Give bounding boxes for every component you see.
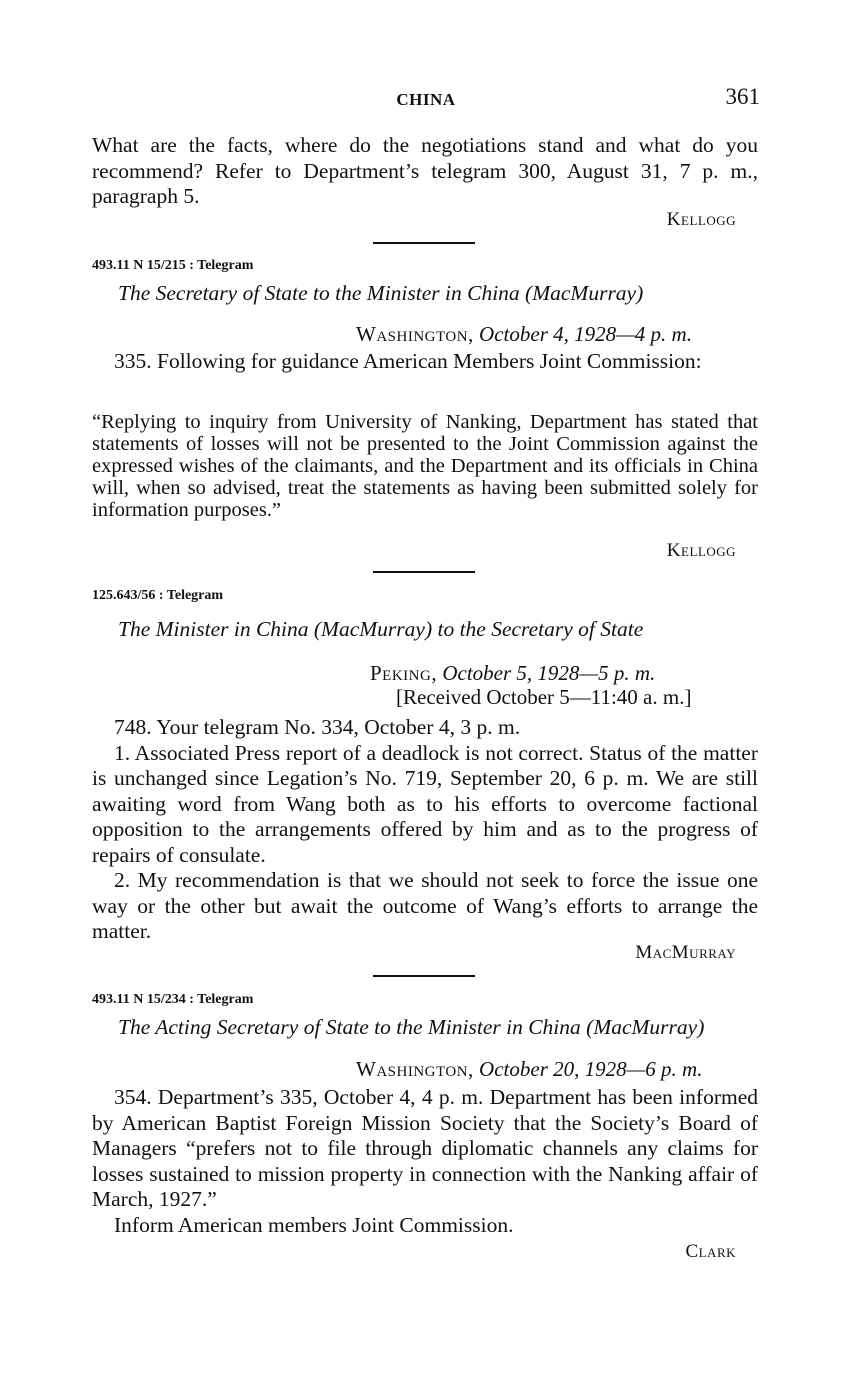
page-number: 361: [725, 84, 760, 109]
dateline-place: Washington,: [356, 322, 474, 346]
section-divider: [373, 975, 475, 977]
signature-kellogg-2: Kellogg: [666, 540, 736, 561]
section-divider: [373, 242, 475, 244]
document-title: The Secretary of State to the Minister in China (MacMurray): [118, 281, 644, 305]
document-title: The Acting Secretary of State to the Minister in China (MacMurray): [118, 1015, 705, 1039]
telegram-body: [92, 349, 758, 375]
continuation-text: What are the facts, where do the negotiations stand and what do you recommend? Refer to Department’s telegram 300, August 31, 7 p. m., paragraph 5.: [92, 133, 758, 208]
dateline: [370, 661, 655, 686]
telegram-paragraph: Inform American members Joint Commission.: [114, 1212, 514, 1237]
dateline: [356, 1057, 702, 1082]
dateline-date: October 5, 1928—5 p. m.: [442, 661, 656, 685]
signature-kellogg-1: Kellogg: [666, 209, 736, 230]
telegram-paragraph: 2. My recommendation is that we should not seek to force the issue one way or the other but await the outcome of Wang’s efforts to arrange the matter.: [92, 868, 758, 943]
telegram-body: [92, 715, 758, 945]
signature-clark: Clark: [685, 1241, 736, 1262]
dateline-date: October 4, 1928—4 p. m.: [479, 322, 692, 346]
continuation-paragraph: [92, 133, 758, 210]
signature-macmurray: MacMurray: [635, 942, 736, 963]
dateline: [356, 322, 692, 347]
running-title: CHINA: [396, 90, 456, 109]
file-reference: 125.643/56 : Telegram: [92, 588, 224, 603]
dateline-place: Washington,: [356, 1057, 474, 1081]
quoted-statement: “Replying to inquiry from University of Nanking, Department has stated that statements of losses will not be presented to the Joint Commission against the expressed wishes of the claimants, and the Department and its officials in China will, when so advised, treat the statements as having been submitted solely for information purposes.”: [92, 411, 758, 521]
telegram-paragraph: 748. Your telegram No. 334, October 4, 3 p. m.: [114, 715, 521, 739]
telegram-paragraph: 1. Associated Press report of a deadlock is not correct. Status of the matter is unchanged since Legation’s No. 719, September 20, 6 p. m. We are still awaiting word from Wang both as to his efforts to overcome factional opposition to the arrangements offered by him and as to the progress of repairs of consulate.: [92, 740, 758, 867]
telegram-paragraph: 354. Department’s 335, October 4, 4 p. m. Department has been informed by American Baptist Foreign Mission Society that the Society’s Board of Managers “prefers not to file through diplomatic channels any claims for losses sustained to mission property in connection with the Nanking affair of March, 1927.”: [92, 1085, 758, 1211]
section-divider: [373, 571, 475, 573]
received-note: [Received October 5—11:40 a. m.]: [396, 685, 692, 709]
document-title: The Minister in China (MacMurray) to the Secretary of State: [118, 617, 644, 641]
dateline-date: October 20, 1928—6 p. m.: [479, 1057, 703, 1081]
file-reference: 493.11 N 15/234 : Telegram: [92, 992, 254, 1007]
telegram-body: [92, 1085, 758, 1238]
telegram-opening: 335. Following for guidance American Members Joint Commission:: [114, 349, 702, 373]
page-header: [92, 84, 760, 116]
file-reference: 493.11 N 15/215 : Telegram: [92, 258, 254, 273]
dateline-place: Peking,: [370, 661, 438, 685]
